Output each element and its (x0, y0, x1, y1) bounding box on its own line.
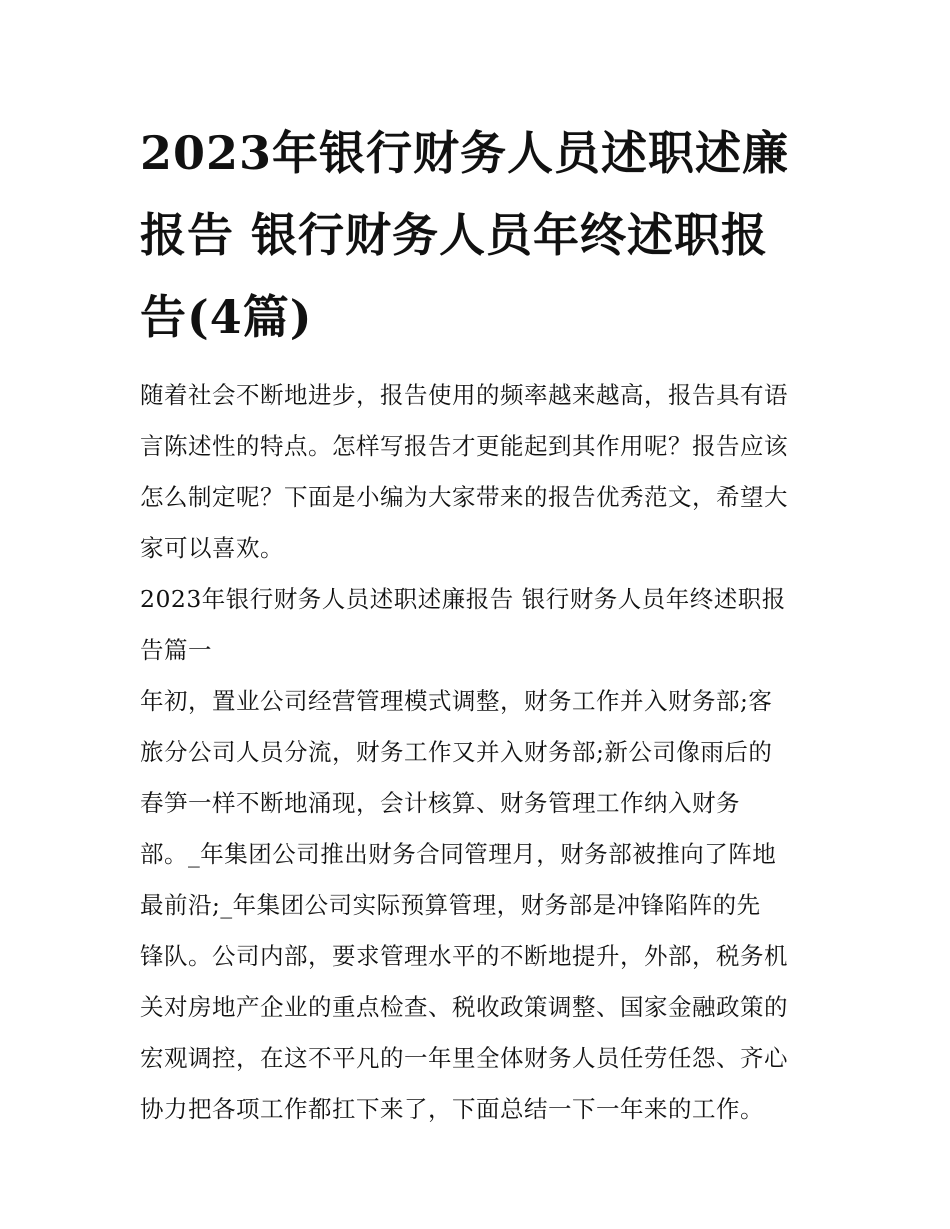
section-heading (140, 574, 815, 676)
text-line: 锋队。公司内部，要求管理水平的不断地提升，外部，税务机 (140, 942, 788, 970)
text-line: 2023年银行财务人员述职述廉报告 银行财务人员年终述职报 (140, 585, 786, 613)
title-line: 告(4篇) (140, 290, 313, 344)
intro-paragraph (140, 370, 815, 574)
text-line: 最前沿;_年集团公司实际预算管理，财务部是冲锋陷阵的先 (140, 891, 761, 919)
text-line: 年初，置业公司经营管理模式调整，财务工作并入财务部;客 (140, 687, 773, 715)
title-line: 报告 银行财务人员年终述职报 (140, 208, 769, 262)
text-line: 宏观调控，在这不平凡的一年里全体财务人员任劳任怨、齐心 (140, 1044, 788, 1072)
text-line: 家可以喜欢。 (140, 534, 284, 562)
document-body (140, 370, 815, 1135)
text-line: 协力把各项工作都扛下来了，下面总结一下一年来的工作。 (140, 1095, 764, 1123)
text-line: 怎么制定呢？下面是小编为大家带来的报告优秀范文，希望大 (140, 483, 788, 511)
text-line: 关对房地产企业的重点检查、税收政策调整、国家金融政策的 (140, 993, 788, 1021)
text-line: 春笋一样不断地涌现，会计核算、财务管理工作纳入财务 (140, 789, 740, 817)
text-line: 告篇一 (140, 636, 212, 664)
text-line: 随着社会不断地进步，报告使用的频率越来越高，报告具有语 (140, 381, 788, 409)
title-line: 2023年银行财务人员述职述廉 (140, 126, 790, 180)
text-line: 言陈述性的特点。怎样写报告才更能起到其作用呢？报告应该 (140, 432, 788, 460)
text-line: 旅分公司人员分流，财务工作又并入财务部;新公司像雨后的 (140, 738, 773, 766)
document-title (140, 112, 815, 358)
body-paragraph (140, 676, 815, 1135)
document-page (140, 112, 815, 1135)
text-line: 部。_年集团公司推出财务合同管理月，财务部被推向了阵地 (140, 840, 777, 868)
